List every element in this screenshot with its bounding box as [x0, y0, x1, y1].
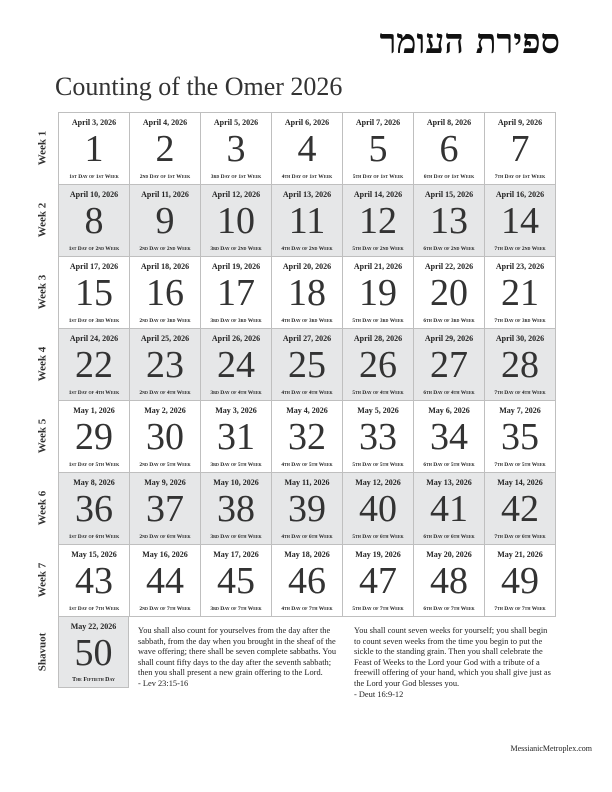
- day-of-week-label: 2nd Day of 5th Week: [139, 462, 191, 468]
- day-date: May 16, 2026: [142, 550, 188, 559]
- week-label: [32, 328, 52, 400]
- day-of-week-label: 2nd Day of 1st Week: [139, 174, 191, 180]
- day-of-week-label: 6th Day of 4th Week: [423, 390, 475, 396]
- day-number: 30: [146, 416, 184, 458]
- day-cell: [272, 401, 343, 473]
- day-date: May 15, 2026: [71, 550, 117, 559]
- day-date: April 4, 2026: [142, 118, 188, 127]
- hebrew-title: ספירת העומר: [379, 22, 560, 62]
- day-cell: [59, 545, 130, 617]
- day-number: 48: [430, 560, 468, 602]
- day-date: April 23, 2026: [495, 262, 545, 271]
- day-of-week-label: 5th Day of 1st Week: [352, 174, 404, 180]
- day-number: 15: [75, 272, 113, 314]
- day-number: 2: [155, 128, 175, 170]
- day-of-week-label: 5th Day of 5th Week: [352, 462, 404, 468]
- day-date: April 7, 2026: [355, 118, 401, 127]
- day-cell: [272, 257, 343, 329]
- day-cell: [485, 185, 556, 257]
- day-date: April 24, 2026: [69, 334, 119, 343]
- day-cell: [130, 113, 201, 185]
- day-of-week-label: 4th Day of 3rd Week: [281, 318, 333, 324]
- day-cell: [59, 257, 130, 329]
- day-cell: [201, 257, 272, 329]
- day-number: 43: [75, 560, 113, 602]
- day-date: April 29, 2026: [424, 334, 474, 343]
- day-of-week-label: 1st Day of 6th Week: [68, 534, 120, 540]
- week-row: [59, 545, 556, 617]
- day-date: May 4, 2026: [286, 406, 328, 415]
- day-number: 21: [501, 272, 539, 314]
- shavuot-label-text: Shavuot: [36, 632, 48, 672]
- day-date: April 12, 2026: [211, 190, 261, 199]
- day-cell: [414, 473, 485, 545]
- leviticus-verse-text: You shall also count for yourselves from the day after the sabbath, from the day when you brought in the sheaf of the wave offering; there shall be seven complete sabbaths. You shall count fifty days to the day after the seventh sabbath; then you shall present a new grain offering to the Lord.: [138, 626, 337, 678]
- day-number: 45: [217, 560, 255, 602]
- day-cell: [130, 473, 201, 545]
- deuteronomy-verse: [354, 626, 554, 700]
- day-date: May 13, 2026: [426, 478, 472, 487]
- day-number: 14: [501, 200, 539, 242]
- day-cell: [414, 257, 485, 329]
- day-date: April 22, 2026: [424, 262, 474, 271]
- day-cell: [130, 257, 201, 329]
- day-cell: [59, 401, 130, 473]
- day-number: 42: [501, 488, 539, 530]
- day-number: 22: [75, 344, 113, 386]
- day-of-week-label: 6th Day of 1st Week: [423, 174, 475, 180]
- day-date: April 19, 2026: [211, 262, 261, 271]
- day-number: 50: [74, 632, 113, 674]
- day-of-week-label: 5th Day of 2nd Week: [352, 246, 404, 252]
- day-date: April 30, 2026: [495, 334, 545, 343]
- day-of-week-label: 2nd Day of 2nd Week: [139, 246, 191, 252]
- day-cell: [414, 401, 485, 473]
- day-cell: [201, 113, 272, 185]
- week-row: [59, 401, 556, 473]
- week-label-text: Week 5: [36, 418, 48, 454]
- day-cell: [272, 185, 343, 257]
- day-date: April 14, 2026: [353, 190, 403, 199]
- day-number: 16: [146, 272, 184, 314]
- day-of-week-label: 2nd Day of 4th Week: [139, 390, 191, 396]
- day-number: 28: [501, 344, 539, 386]
- day-cell: [343, 329, 414, 401]
- day-cell: [343, 545, 414, 617]
- omer-calendar-grid: [58, 112, 556, 617]
- day-of-week-label: 7th Day of 1st Week: [494, 174, 546, 180]
- day-date: May 7, 2026: [499, 406, 541, 415]
- day-number: 29: [75, 416, 113, 458]
- week-label-text: Week 3: [36, 274, 48, 310]
- day-cell: [272, 329, 343, 401]
- day-number: 32: [288, 416, 326, 458]
- day-date: April 13, 2026: [282, 190, 332, 199]
- week-label: [32, 472, 52, 544]
- day-number: 1: [84, 128, 104, 170]
- week-label-text: Week 7: [36, 562, 48, 598]
- day-of-week-label: 4th Day of 4th Week: [281, 390, 333, 396]
- day-date: April 9, 2026: [497, 118, 543, 127]
- day-of-week-label: 6th Day of 2nd Week: [423, 246, 475, 252]
- day-of-week-label: 3rd Day of 3rd Week: [210, 318, 262, 324]
- deuteronomy-verse-text: You shall count seven weeks for yourself; you shall begin to count seven weeks from the time you begin to put the sickle to the standing grain. Then you shall celebrate the Feast of Weeks to the Lord your God with a tribute of a freewill offering of your hand, which you shall give just as the Lord your God blesses you.: [354, 626, 551, 688]
- day-date: April 15, 2026: [424, 190, 474, 199]
- day-of-week-label: 5th Day of 3rd Week: [352, 318, 404, 324]
- day-of-week-label: 7th Day of 6th Week: [494, 534, 546, 540]
- day-of-week-label: 4th Day of 6th Week: [281, 534, 333, 540]
- day-number: 40: [359, 488, 397, 530]
- day-of-week-label: 3rd Day of 7th Week: [210, 606, 262, 612]
- day-date: May 19, 2026: [355, 550, 401, 559]
- day-date: May 9, 2026: [144, 478, 186, 487]
- day-cell: [272, 113, 343, 185]
- day-number: 25: [288, 344, 326, 386]
- day-of-week-label: 3rd Day of 2nd Week: [210, 246, 262, 252]
- day-number: 24: [217, 344, 255, 386]
- day-of-week-label: 5th Day of 4th Week: [352, 390, 404, 396]
- week-label-text: Week 6: [36, 490, 48, 526]
- day-number: 9: [155, 200, 175, 242]
- day-cell: [485, 329, 556, 401]
- day-number: 19: [359, 272, 397, 314]
- day-number: 37: [146, 488, 184, 530]
- day-cell: [485, 473, 556, 545]
- day-number: 36: [75, 488, 113, 530]
- day-cell: [343, 473, 414, 545]
- day-of-week-label: 6th Day of 6th Week: [423, 534, 475, 540]
- day-of-week-label: 4th Day of 7th Week: [281, 606, 333, 612]
- day-cell: [201, 473, 272, 545]
- shavuot-label: [32, 616, 52, 688]
- day-date: April 16, 2026: [495, 190, 545, 199]
- day-of-week-label: 3rd Day of 4th Week: [210, 390, 262, 396]
- day-number: 20: [430, 272, 468, 314]
- day-of-week-label: 1st Day of 1st Week: [69, 174, 119, 180]
- week-row: [59, 113, 556, 185]
- day-date: May 8, 2026: [73, 478, 115, 487]
- day-date: May 11, 2026: [284, 478, 330, 487]
- day-cell: [130, 545, 201, 617]
- day-number: 27: [430, 344, 468, 386]
- day-of-week-label: 1st Day of 5th Week: [68, 462, 120, 468]
- week-row: [59, 329, 556, 401]
- week-label: [32, 400, 52, 472]
- day-cell: [272, 545, 343, 617]
- day-date: April 17, 2026: [69, 262, 119, 271]
- day-cell: [485, 113, 556, 185]
- day-date: April 11, 2026: [141, 190, 189, 199]
- day-date: May 2, 2026: [144, 406, 186, 415]
- day-number: 49: [501, 560, 539, 602]
- day-cell: [59, 329, 130, 401]
- day-cell: [343, 401, 414, 473]
- day-number: 23: [146, 344, 184, 386]
- day-date: May 20, 2026: [426, 550, 472, 559]
- day-number: 35: [501, 416, 539, 458]
- day-date: April 5, 2026: [213, 118, 259, 127]
- day-of-week-label: 7th Day of 7th Week: [494, 606, 546, 612]
- day-number: 18: [288, 272, 326, 314]
- week-label: [32, 112, 52, 184]
- day-date: May 5, 2026: [357, 406, 399, 415]
- week-label-text: Week 2: [36, 202, 48, 238]
- day-date: April 21, 2026: [353, 262, 403, 271]
- day-of-week-label: 7th Day of 2nd Week: [494, 246, 546, 252]
- day-date: April 27, 2026: [282, 334, 332, 343]
- week-row: [59, 257, 556, 329]
- day-cell: [59, 113, 130, 185]
- day-number: 11: [288, 200, 326, 242]
- day-number: 17: [217, 272, 255, 314]
- day-cell: [414, 185, 485, 257]
- week-row: [59, 473, 556, 545]
- day-cell: [130, 401, 201, 473]
- day-of-week-label: The Fiftieth Day: [72, 677, 115, 683]
- day-of-week-label: 1st Day of 3rd Week: [68, 318, 120, 324]
- deuteronomy-verse-ref: - Deut 16:9-12: [354, 689, 404, 699]
- day-of-week-label: 3rd Day of 1st Week: [210, 174, 262, 180]
- day-number: 7: [510, 128, 530, 170]
- day-cell: [201, 185, 272, 257]
- day-date: April 20, 2026: [282, 262, 332, 271]
- day-of-week-label: 1st Day of 2nd Week: [68, 246, 120, 252]
- day-of-week-label: 5th Day of 6th Week: [352, 534, 404, 540]
- day-number: 13: [430, 200, 468, 242]
- day-date: May 6, 2026: [428, 406, 470, 415]
- day-date: April 8, 2026: [426, 118, 472, 127]
- day-of-week-label: 3rd Day of 6th Week: [210, 534, 262, 540]
- day-of-week-label: 4th Day of 1st Week: [281, 174, 333, 180]
- day-of-week-label: 3rd Day of 5th Week: [210, 462, 262, 468]
- day-cell: [201, 329, 272, 401]
- day-number: 39: [288, 488, 326, 530]
- page-title: Counting of the Omer 2026: [55, 72, 343, 101]
- day-date: April 3, 2026: [71, 118, 117, 127]
- day-of-week-label: 1st Day of 4th Week: [68, 390, 120, 396]
- day-number: 4: [297, 128, 317, 170]
- day-number: 44: [146, 560, 184, 602]
- day-of-week-label: 2nd Day of 3rd Week: [139, 318, 191, 324]
- day-cell: [59, 473, 130, 545]
- day-number: 8: [84, 200, 104, 242]
- day-number: 33: [359, 416, 397, 458]
- week-label: [32, 184, 52, 256]
- week-label-text: Week 1: [36, 130, 48, 166]
- day-date: May 17, 2026: [213, 550, 259, 559]
- day-number: 41: [430, 488, 468, 530]
- leviticus-verse-ref: - Lev 23:15-16: [138, 678, 189, 688]
- day-cell: [343, 185, 414, 257]
- day-of-week-label: 2nd Day of 6th Week: [139, 534, 191, 540]
- day-cell: [272, 473, 343, 545]
- day-date: May 22, 2026: [70, 622, 117, 631]
- week-label: [32, 544, 52, 616]
- day-date: April 10, 2026: [69, 190, 119, 199]
- day-number: 46: [288, 560, 326, 602]
- day-cell: [343, 113, 414, 185]
- day-date: May 18, 2026: [284, 550, 330, 559]
- day-of-week-label: 5th Day of 7th Week: [352, 606, 404, 612]
- day-number: 6: [439, 128, 459, 170]
- day-number: 5: [368, 128, 388, 170]
- week-row: [59, 185, 556, 257]
- day-cell-50: [58, 616, 129, 688]
- day-of-week-label: 7th Day of 5th Week: [494, 462, 546, 468]
- day-date: April 25, 2026: [140, 334, 190, 343]
- day-of-week-label: 6th Day of 3rd Week: [423, 318, 475, 324]
- day-date: May 1, 2026: [73, 406, 115, 415]
- day-date: May 12, 2026: [355, 478, 401, 487]
- week-label-text: Week 4: [36, 346, 48, 382]
- day-number: 34: [430, 416, 468, 458]
- day-of-week-label: 7th Day of 4th Week: [494, 390, 546, 396]
- day-cell: [130, 185, 201, 257]
- day-number: 10: [217, 200, 255, 242]
- day-of-week-label: 4th Day of 2nd Week: [281, 246, 333, 252]
- day-date: May 10, 2026: [213, 478, 259, 487]
- day-cell: [485, 401, 556, 473]
- day-date: April 6, 2026: [284, 118, 330, 127]
- day-date: April 18, 2026: [140, 262, 190, 271]
- day-of-week-label: 1st Day of 7th Week: [68, 606, 120, 612]
- day-date: May 21, 2026: [497, 550, 543, 559]
- leviticus-verse: [138, 626, 343, 690]
- day-number: 3: [226, 128, 246, 170]
- day-of-week-label: 6th Day of 7th Week: [423, 606, 475, 612]
- day-of-week-label: 4th Day of 5th Week: [281, 462, 333, 468]
- day-cell: [485, 545, 556, 617]
- day-number: 26: [359, 344, 397, 386]
- day-date: April 28, 2026: [353, 334, 403, 343]
- day-cell: [201, 545, 272, 617]
- day-cell: [130, 329, 201, 401]
- day-cell: [343, 257, 414, 329]
- day-date: April 26, 2026: [211, 334, 261, 343]
- day-number: 38: [217, 488, 255, 530]
- day-date: May 3, 2026: [215, 406, 257, 415]
- day-number: 47: [359, 560, 397, 602]
- site-footer[interactable]: MessianicMetroplex.com: [510, 744, 592, 753]
- day-cell: [414, 329, 485, 401]
- day-of-week-label: 7th Day of 3rd Week: [494, 318, 546, 324]
- day-of-week-label: 2nd Day of 7th Week: [139, 606, 191, 612]
- day-date: May 14, 2026: [497, 478, 543, 487]
- day-cell: [414, 113, 485, 185]
- day-cell: [59, 185, 130, 257]
- day-number: 12: [359, 200, 397, 242]
- day-of-week-label: 6th Day of 5th Week: [423, 462, 475, 468]
- day-cell: [201, 401, 272, 473]
- day-cell: [485, 257, 556, 329]
- week-label: [32, 256, 52, 328]
- day-number: 31: [217, 416, 255, 458]
- day-cell: [414, 545, 485, 617]
